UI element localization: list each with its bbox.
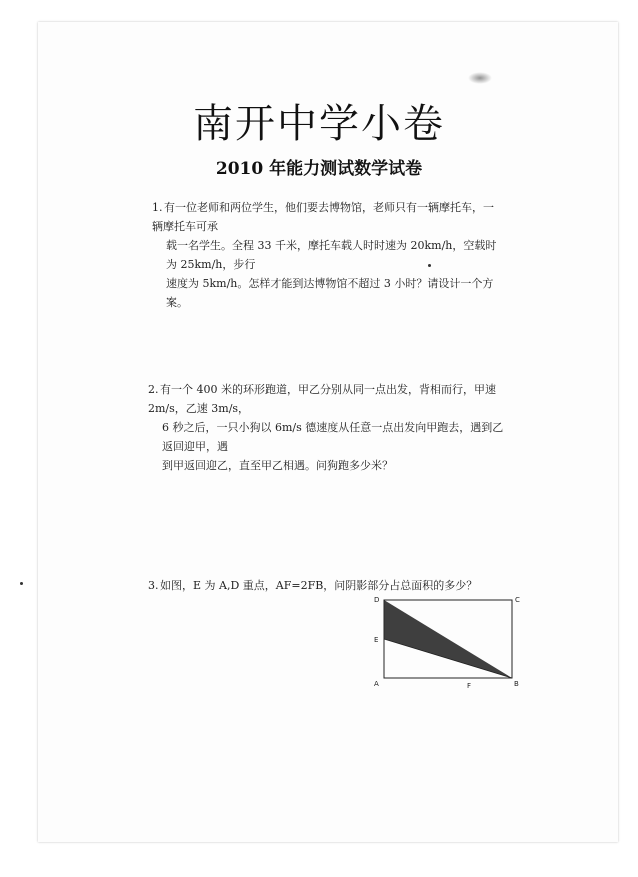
geometry-figure [370,592,520,688]
question-line: 如图，E 为 A,D 重点，AF=2FB，问阴影部分占总面积的多少？ [160,579,478,592]
question-number: 3. [148,579,159,592]
label-d: D [374,596,380,604]
question-2 [148,380,508,475]
rectangle-diagram [370,592,520,688]
ink-smudge [468,72,492,84]
speck [20,582,23,585]
question-line: 有一个 400 米的环形跑道，甲乙分别从同一点出发，背相而行，甲速 2m/s，乙速 3m/s， [148,383,496,415]
question-line: 速度为 5km/h。怎样才能到达博物馆不超过 3 小时？请设计一个方案。 [166,277,494,309]
label-a: A [374,680,379,688]
label-e: E [374,636,379,644]
question-line: 6 秒之后，一只小狗以 6m/s 德速度从任意一点出发向甲跑去，遇到乙返回迎甲，遇 [162,421,504,453]
question-line: 到甲返回迎乙，直至甲乙相遇。问狗跑多少米？ [162,459,393,472]
question-number: 1. [152,201,163,214]
label-b: B [514,680,519,688]
shaded-region [384,600,512,678]
question-1 [152,198,502,312]
question-number: 2. [148,383,159,396]
page-title: 南开中学小卷 [193,101,445,147]
label-c: C [515,596,520,604]
exam-subtitle: 2010 年能力测试数学试卷 [215,159,423,179]
question-line: 载一名学生。全程 33 千米，摩托车载人时时速为 20km/h，空载时为 25km/h，步行 [166,239,497,271]
label-f: F [467,682,472,688]
question-line: 有一位老师和两位学生，他们要去博物馆，老师只有一辆摩托车，一辆摩托车可承 [152,201,494,233]
